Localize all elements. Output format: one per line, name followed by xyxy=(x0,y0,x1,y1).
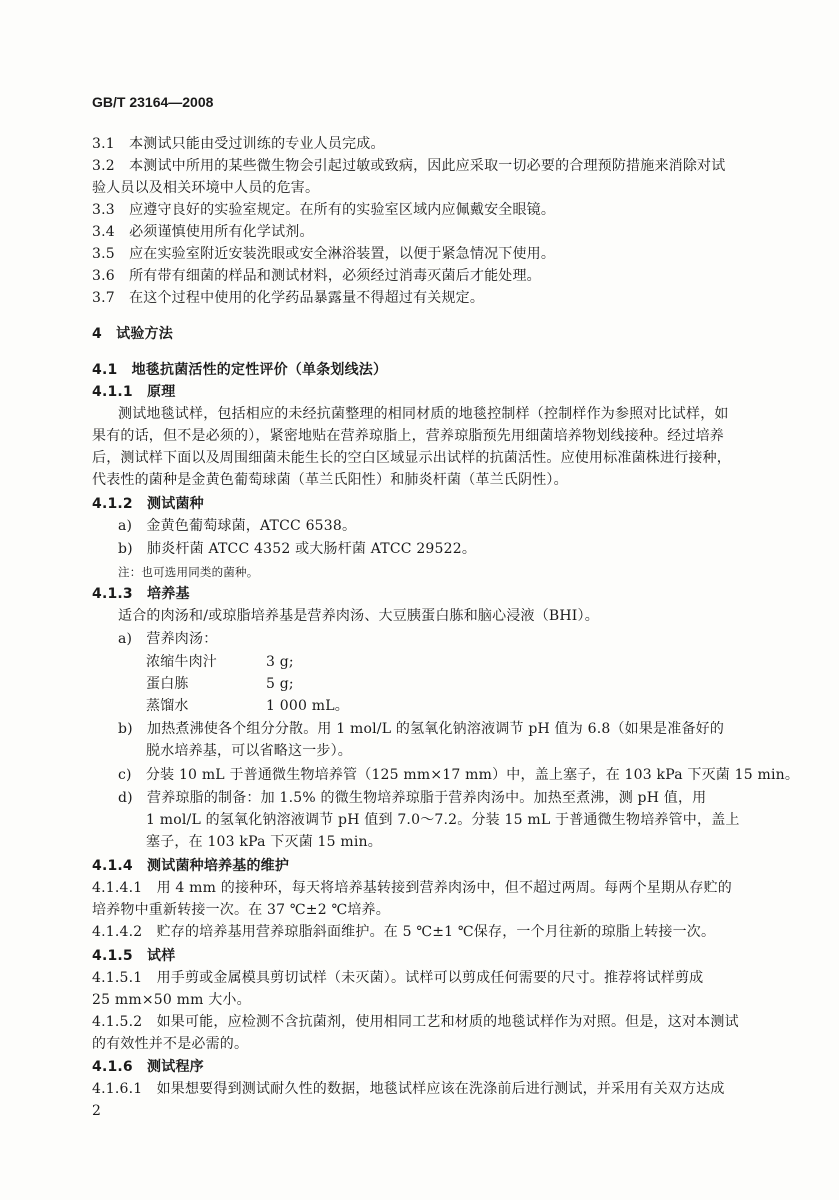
section-4-heading: 4 试验方法 xyxy=(92,326,173,342)
ingredient-amount: 3 g; xyxy=(266,654,294,670)
strain-item-a: a) 金黄色葡萄球菌，ATCC 6538。 xyxy=(118,518,357,534)
clause-4-1-3-heading: 4.1.3 培养基 xyxy=(92,586,190,602)
medium-item-d: d) 营养琼脂的制备：加 1.5% 的微生物培养琼脂于营养肉汤中。加热至煮沸，测 pH 值，用 xyxy=(118,790,707,806)
clause-4-1-4-heading: 4.1.4 测试菌种培养基的维护 xyxy=(92,858,290,874)
clause-3-3: 3.3 应遵守良好的实验室规定。在所有的实验室区域内应佩戴安全眼镜。 xyxy=(92,202,556,218)
ingredient-amount: 5 g; xyxy=(266,676,294,692)
clause-3-2: 3.2 本测试中所用的某些微生物会引起过敏或致病，因此应采取一切必要的合理预防措施来消除对试 xyxy=(92,158,726,174)
strain-note: 注：也可选用同类的菌种。 xyxy=(118,565,259,579)
clause-4-1-2-heading: 4.1.2 测试菌种 xyxy=(92,496,204,512)
principle-paragraph-cont: 代表性的菌种是金黄色葡萄球菌（革兰氏阳性）和肺炎杆菌（革兰氏阴性）。 xyxy=(92,472,568,488)
clause-3-1: 3.1 本测试只能由受过训练的专业人员完成。 xyxy=(92,136,385,152)
medium-item-d-cont: 塞子，在 103 kPa 下灭菌 15 min。 xyxy=(146,834,382,850)
clause-3-5: 3.5 应在实验室附近安装洗眼或安全淋浴装置，以便于紧急情况下使用。 xyxy=(92,246,556,262)
clause-4-1-6-1: 4.1.6.1 如果想要得到测试耐久性的数据，地毯试样应该在洗涤前后进行测试，并采用有关双方达成 xyxy=(92,1081,725,1097)
clause-4-1-5-1-cont: 25 mm×50 mm 大小。 xyxy=(92,992,251,1008)
ingredient-row xyxy=(146,696,751,716)
ingredient-row xyxy=(146,674,751,694)
clause-4-1-1-heading: 4.1.1 原理 xyxy=(92,384,176,400)
clause-4-1-5-heading: 4.1.5 试样 xyxy=(92,948,176,964)
ingredient-name: 蒸馏水 xyxy=(146,698,189,714)
medium-item-a: a) 营养肉汤： xyxy=(118,631,218,647)
principle-paragraph-cont: 果有的话，但不是必须的），紧密地贴在营养琼脂上，营养琼脂预先用细菌培养物划线接种。经过培养 xyxy=(92,428,724,444)
clause-4-1-4-2: 4.1.4.2 贮存的培养基用营养琼脂斜面维护。在 5 ℃±1 ℃保存，一个月往新的琼脂上转接一次。 xyxy=(92,924,716,940)
strain-item-b: b) 肺炎杆菌 ATCC 4352 或大肠杆菌 ATCC 29522。 xyxy=(118,541,477,557)
clause-3-2-cont: 验人员以及相关环境中人员的危害。 xyxy=(92,180,320,196)
clause-4-1-4-1-cont: 培养物中重新转接一次。在 37 ℃±2 ℃培养。 xyxy=(92,902,390,918)
medium-paragraph: 适合的肉汤和/或琼脂培养基是营养肉汤、大豆胰蛋白胨和脑心浸液（BHI）。 xyxy=(118,608,599,624)
clause-4-1-heading: 4.1 地毯抗菌活性的定性评价（单条划线法） xyxy=(92,362,388,378)
clause-3-4: 3.4 必须谨慎使用所有化学试剂。 xyxy=(92,224,314,240)
ingredient-name: 蛋白胨 xyxy=(146,676,189,692)
medium-item-d-cont: 1 mol/L 的氢氧化钠溶液调节 pH 值到 7.0～7.2。分装 15 mL 于普通微生物培养管中，盖上 xyxy=(146,812,740,828)
ingredient-name: 浓缩牛肉汁 xyxy=(146,654,217,670)
principle-paragraph-cont: 后，测试样下面以及周围细菌未能生长的空白区域显示出试样的抗菌活性。应使用标准菌株进行接种， xyxy=(92,450,731,466)
clause-3-7: 3.7 在这个过程中使用的化学药品暴露量不得超过有关规定。 xyxy=(92,290,485,306)
medium-item-b-cont: 脱水培养基，可以省略这一步）。 xyxy=(146,743,352,759)
ingredient-amount: 1 000 mL。 xyxy=(266,698,349,714)
clause-3-6: 3.6 所有带有细菌的样品和测试材料，必须经过消毒灭菌后才能处理。 xyxy=(92,268,541,284)
medium-item-c: c) 分装 10 mL 于普通微生物培养管（125 mm×17 mm）中，盖上塞子，在 103 kPa 下灭菌 15 min。 xyxy=(118,767,800,783)
clause-4-1-5-2-cont: 的有效性并不是必需的。 xyxy=(92,1036,249,1052)
clause-4-1-5-2: 4.1.5.2 如果可能，应检测不含抗菌剂，使用相同工艺和材质的地毯试样作为对照。但是，这对本测试 xyxy=(92,1014,739,1030)
standard-number: GB/T 23164—2008 xyxy=(92,94,214,110)
principle-paragraph: 测试地毯试样，包括相应的未经抗菌整理的相同材质的地毯控制样（控制样作为参照对比试样，如 xyxy=(118,406,729,422)
clause-4-1-5-1: 4.1.5.1 用手剪或金属模具剪切试样（未灭菌）。试样可以剪成任何需要的尺寸。推荐将试样剪成 xyxy=(92,970,704,986)
page-number: 2 xyxy=(92,1103,101,1119)
clause-4-1-6-heading: 4.1.6 测试程序 xyxy=(92,1059,204,1075)
medium-item-b: b) 加热煮沸使各个组分分散。用 1 mol/L 的氢氧化钠溶液调节 pH 值为 6.8（如果是准备好的 xyxy=(118,721,725,737)
clause-4-1-4-1: 4.1.4.1 用 4 mm 的接种环，每天将培养基转接到营养肉汤中，但不超过两周。每两个星期从存贮的 xyxy=(92,880,732,896)
ingredient-row xyxy=(146,652,751,672)
